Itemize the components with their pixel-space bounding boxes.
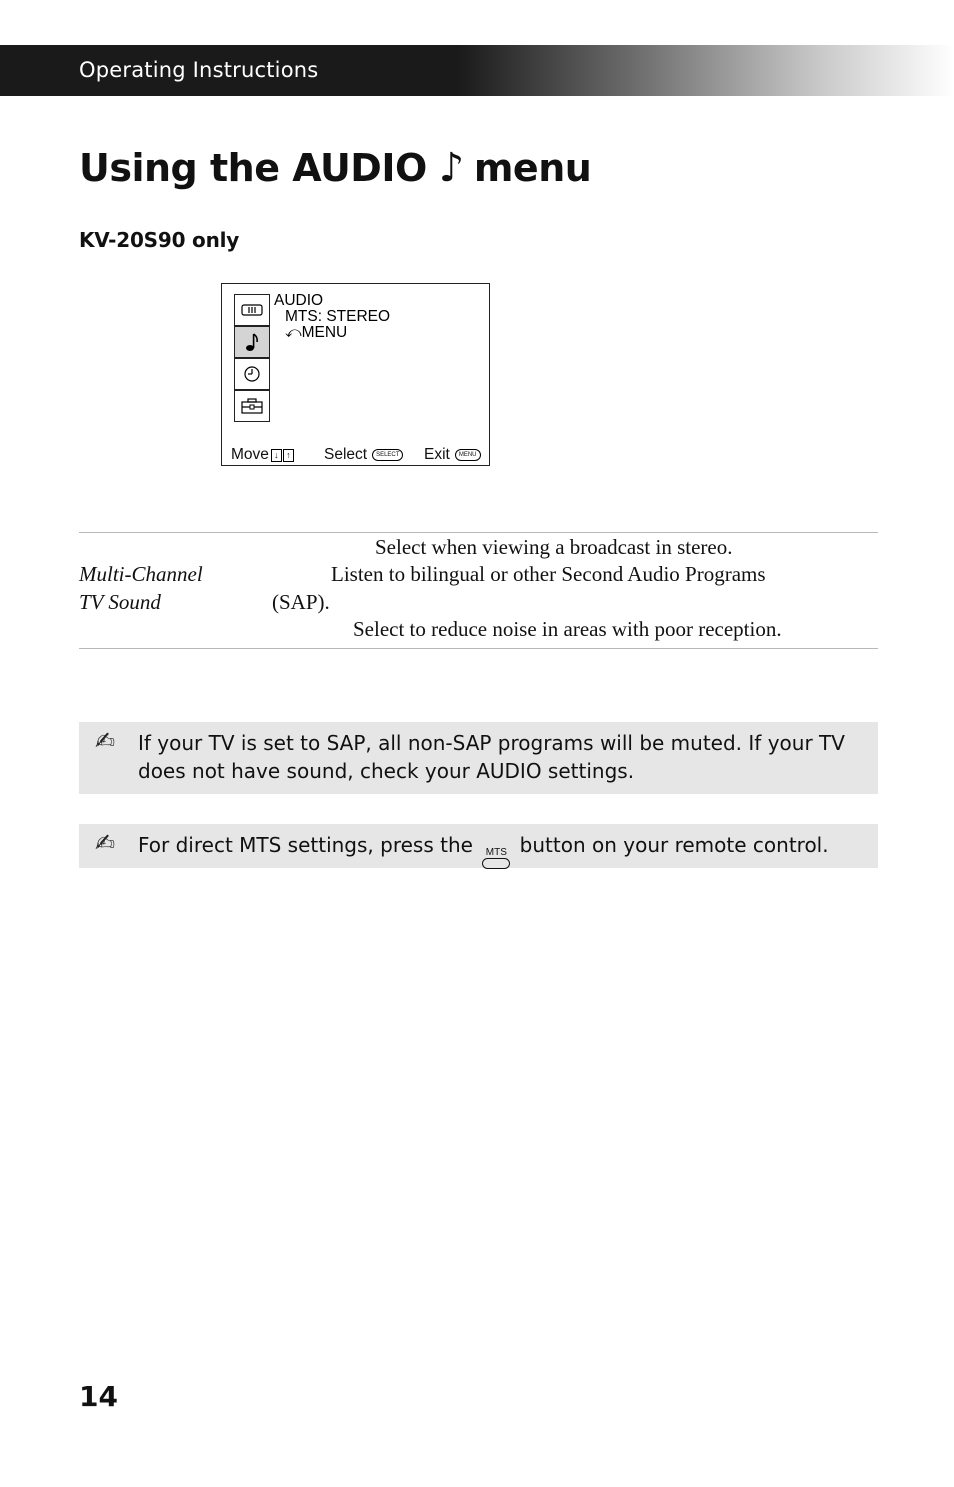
osd-heading: AUDIO (274, 292, 324, 309)
osd-item-menu (285, 325, 347, 341)
note-box-sap (79, 722, 878, 794)
table-top-rule (79, 532, 878, 533)
osd-footer-exit (424, 447, 481, 463)
page-title (79, 145, 591, 191)
table-desc-sap-line1: Listen to bilingual or other Second Audio Programs (331, 562, 766, 586)
page-number: 14 (79, 1380, 118, 1413)
model-subtitle: KV-20S90 only (79, 228, 240, 252)
select-button-icon: SELECT (372, 449, 403, 461)
osd-footer-select (324, 447, 403, 463)
table-desc-mono: Select to reduce noise in areas with poor reception. (353, 617, 782, 641)
osd-exit-label: Exit (424, 446, 450, 463)
menu-button-icon: MENU (455, 449, 481, 461)
osd-footer-move (231, 447, 294, 463)
setup-toolbox-icon (234, 390, 270, 422)
music-note-icon: ♪ (438, 145, 464, 191)
table-row-label-line1: Multi-Channel (79, 562, 203, 586)
table-desc-sap-line2: (SAP). (272, 590, 330, 614)
note-text-mts (138, 831, 858, 869)
osd-item-menu-label: MENU (301, 324, 348, 341)
osd-select-label: Select (324, 446, 368, 463)
note-mts-text-start: For direct MTS settings, press the (138, 833, 473, 857)
audio-note-icon (234, 326, 270, 358)
return-arrow-icon: ⤺ (285, 324, 302, 341)
page-title-text-end: menu (473, 146, 592, 190)
writing-hand-icon: ✍ (95, 727, 116, 755)
writing-hand-icon: ✍ (95, 829, 116, 857)
video-icon (234, 294, 270, 326)
note-text-sap: If your TV is set to SAP, all non-SAP programs will be muted. If your TV does not have sound, check your AUDIO settings. (138, 731, 845, 783)
note-box-mts (79, 824, 878, 868)
up-down-arrows-icon: ↓ ↑ (271, 449, 294, 462)
mts-button-label: MTS (485, 847, 507, 858)
osd-move-label: Move (231, 446, 269, 463)
header-bar (0, 45, 954, 96)
table-row-label-line2: TV Sound (79, 590, 161, 614)
osd-item-mts: MTS: STEREO (285, 308, 391, 325)
table-desc-stereo: Select when viewing a broadcast in stereo. (375, 535, 733, 559)
header-title: Operating Instructions (79, 58, 319, 82)
table-bottom-rule (79, 648, 878, 649)
osd-menu-screen (221, 283, 490, 466)
mts-button-icon (482, 848, 510, 869)
page-title-text-start: Using the AUDIO (79, 146, 427, 190)
note-mts-text-end: button on your remote control. (519, 833, 829, 857)
timer-clock-icon (234, 358, 270, 390)
